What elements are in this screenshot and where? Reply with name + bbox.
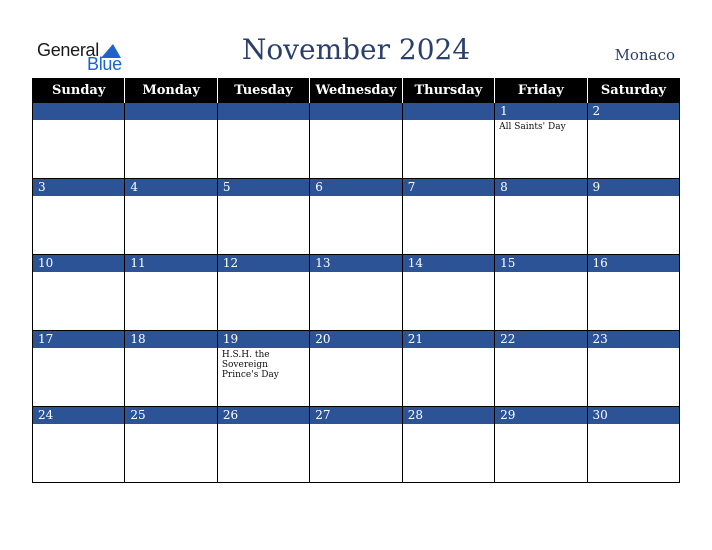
day-event-cell [402, 348, 494, 407]
day-event-cell [33, 272, 125, 331]
day-number-cell [587, 255, 679, 273]
day-event-cell [217, 424, 309, 483]
day-number: 8 [500, 180, 508, 194]
day-number-cell [402, 103, 494, 121]
day-event-cell [310, 120, 402, 179]
day-event-cell [587, 424, 679, 483]
calendar-grid [32, 78, 680, 483]
weekday-saturday: Saturday [587, 78, 679, 103]
holiday-label [33, 196, 124, 200]
day-number-cell [33, 331, 125, 349]
day-event-cell [217, 120, 309, 179]
day-number: 1 [500, 104, 508, 118]
day-number-cell [33, 103, 125, 121]
day-event-cell [310, 424, 402, 483]
day-number-cell [310, 407, 402, 425]
holiday-label [125, 120, 216, 124]
holiday-label [310, 424, 401, 428]
day-number-cell [495, 103, 587, 121]
day-number-cell [495, 255, 587, 273]
holiday-label [588, 348, 679, 352]
day-number: 24 [38, 408, 54, 422]
day-event-cell [217, 196, 309, 255]
day-event-cell [587, 348, 679, 407]
holiday-label: H.S.H. the Sovereign Prince's Day [221, 350, 279, 380]
day-event-cell [125, 272, 217, 331]
holiday-label [495, 348, 586, 352]
holiday-label [33, 348, 124, 352]
holiday-label [33, 424, 124, 428]
day-number: 23 [592, 332, 608, 346]
day-number-cell [402, 407, 494, 425]
holiday-label: All Saints' Day [499, 122, 566, 132]
holiday-label [403, 120, 494, 124]
holiday-label [495, 272, 586, 276]
day-number: 12 [222, 256, 239, 270]
day-number-cell [125, 255, 217, 273]
day-event-cell [33, 196, 125, 255]
holiday-label [310, 120, 401, 124]
day-number: 21 [407, 332, 423, 346]
day-event-cell [217, 348, 309, 407]
weekday-tuesday: Tuesday [217, 78, 309, 103]
day-number-cell [125, 179, 217, 197]
holiday-label [495, 424, 586, 428]
holiday-label [403, 272, 494, 276]
day-number: 9 [592, 180, 601, 194]
day-number-cell [217, 103, 309, 121]
day-event-cell [125, 348, 217, 407]
day-number [125, 103, 216, 104]
day-number: 7 [407, 180, 416, 194]
day-number: 26 [222, 408, 239, 422]
day-number: 6 [315, 180, 323, 194]
day-event-cell [125, 424, 217, 483]
day-number: 15 [500, 256, 516, 270]
holiday-label [218, 196, 309, 200]
weekday-sunday: Sunday [33, 78, 125, 103]
day-event-cell [125, 196, 217, 255]
day-number: 25 [130, 408, 146, 422]
day-number: 29 [500, 408, 516, 422]
day-event-cell [495, 424, 587, 483]
day-number [218, 103, 309, 104]
day-number-cell [217, 407, 309, 425]
day-event-cell [587, 196, 679, 255]
week-day-number-row [33, 255, 680, 273]
day-number-cell [402, 255, 494, 273]
day-event-cell [402, 196, 494, 255]
day-number: 4 [130, 180, 139, 194]
holiday-label [588, 272, 679, 276]
day-number: 2 [592, 104, 601, 118]
day-number: 5 [222, 180, 231, 194]
week-day-number-row [33, 179, 680, 197]
day-number-cell [217, 255, 309, 273]
holiday-label [218, 424, 309, 428]
day-number-cell [402, 331, 494, 349]
holiday-label [125, 272, 216, 276]
day-number-cell [310, 103, 402, 121]
day-number: 11 [130, 256, 146, 270]
holiday-label [403, 348, 494, 352]
weekday-wednesday: Wednesday [310, 78, 402, 103]
day-number: 13 [315, 256, 331, 270]
day-number [33, 103, 124, 104]
day-number-cell [495, 331, 587, 349]
holiday-label [310, 272, 401, 276]
holiday-label [495, 196, 586, 200]
week-day-number-row [33, 407, 680, 425]
day-number: 18 [130, 332, 146, 346]
day-number: 19 [222, 332, 239, 346]
day-event-cell [402, 424, 494, 483]
day-number: 16 [592, 256, 608, 270]
holiday-label [588, 120, 679, 124]
day-event-cell [310, 348, 402, 407]
day-number-cell [495, 407, 587, 425]
day-event-cell [33, 120, 125, 179]
holiday-label [33, 120, 124, 124]
day-number: 17 [38, 332, 54, 346]
day-number-cell [310, 179, 402, 197]
day-event-cell [217, 272, 309, 331]
week-event-row [33, 196, 680, 255]
day-number [310, 103, 401, 104]
day-number: 22 [500, 332, 516, 346]
holiday-label [218, 120, 309, 124]
day-number: 10 [38, 256, 54, 270]
day-number: 27 [315, 408, 331, 422]
day-number-cell [587, 331, 679, 349]
holiday-label [33, 272, 124, 276]
holiday-label [403, 196, 494, 200]
weekday-monday: Monday [125, 78, 217, 103]
week-event-row [33, 120, 680, 179]
day-event-cell [125, 120, 217, 179]
day-event-cell [402, 120, 494, 179]
holiday-label [403, 424, 494, 428]
day-number-cell [33, 179, 125, 197]
holiday-label [588, 196, 679, 200]
week-day-number-row [33, 331, 680, 349]
day-number: 20 [315, 332, 331, 346]
day-event-cell [587, 120, 679, 179]
holiday-label [125, 424, 216, 428]
holiday-label [125, 196, 216, 200]
day-number-cell [33, 255, 125, 273]
day-number: 28 [407, 408, 423, 422]
day-event-cell [310, 196, 402, 255]
country-label: Monaco [614, 46, 675, 64]
day-event-cell [402, 272, 494, 331]
day-number [403, 103, 494, 104]
day-number-cell [125, 103, 217, 121]
logo-text-general: General [37, 40, 99, 60]
day-number-cell [495, 179, 587, 197]
holiday-label [588, 424, 679, 428]
day-number-cell [587, 179, 679, 197]
day-number-cell [587, 407, 679, 425]
week-event-row [33, 272, 680, 331]
day-event-cell [587, 272, 679, 331]
day-event-cell [495, 120, 587, 179]
day-event-cell [33, 424, 125, 483]
day-event-cell [310, 272, 402, 331]
week-event-row [33, 424, 680, 483]
weekday-thursday: Thursday [402, 78, 494, 103]
day-number: 14 [407, 256, 423, 270]
holiday-label [310, 348, 401, 352]
day-number-cell [310, 255, 402, 273]
page-title: November 2024 [241, 33, 471, 66]
day-number: 30 [592, 408, 608, 422]
week-event-row [33, 348, 680, 407]
logo-text-blue: Blue [87, 54, 122, 74]
day-number-cell [217, 331, 309, 349]
day-number: 3 [38, 180, 46, 194]
day-number-cell [125, 331, 217, 349]
week-day-number-row [33, 103, 680, 121]
holiday-label [125, 348, 216, 352]
weekday-header-row [33, 78, 680, 103]
day-number-cell [402, 179, 494, 197]
day-number-cell [125, 407, 217, 425]
day-number-cell [310, 331, 402, 349]
holiday-label [310, 196, 401, 200]
holiday-label [218, 272, 309, 276]
day-event-cell [495, 348, 587, 407]
day-number-cell [33, 407, 125, 425]
day-event-cell [495, 196, 587, 255]
day-event-cell [495, 272, 587, 331]
weekday-friday: Friday [495, 78, 587, 103]
day-number-cell [217, 179, 309, 197]
day-event-cell [33, 348, 125, 407]
day-number-cell [587, 103, 679, 121]
